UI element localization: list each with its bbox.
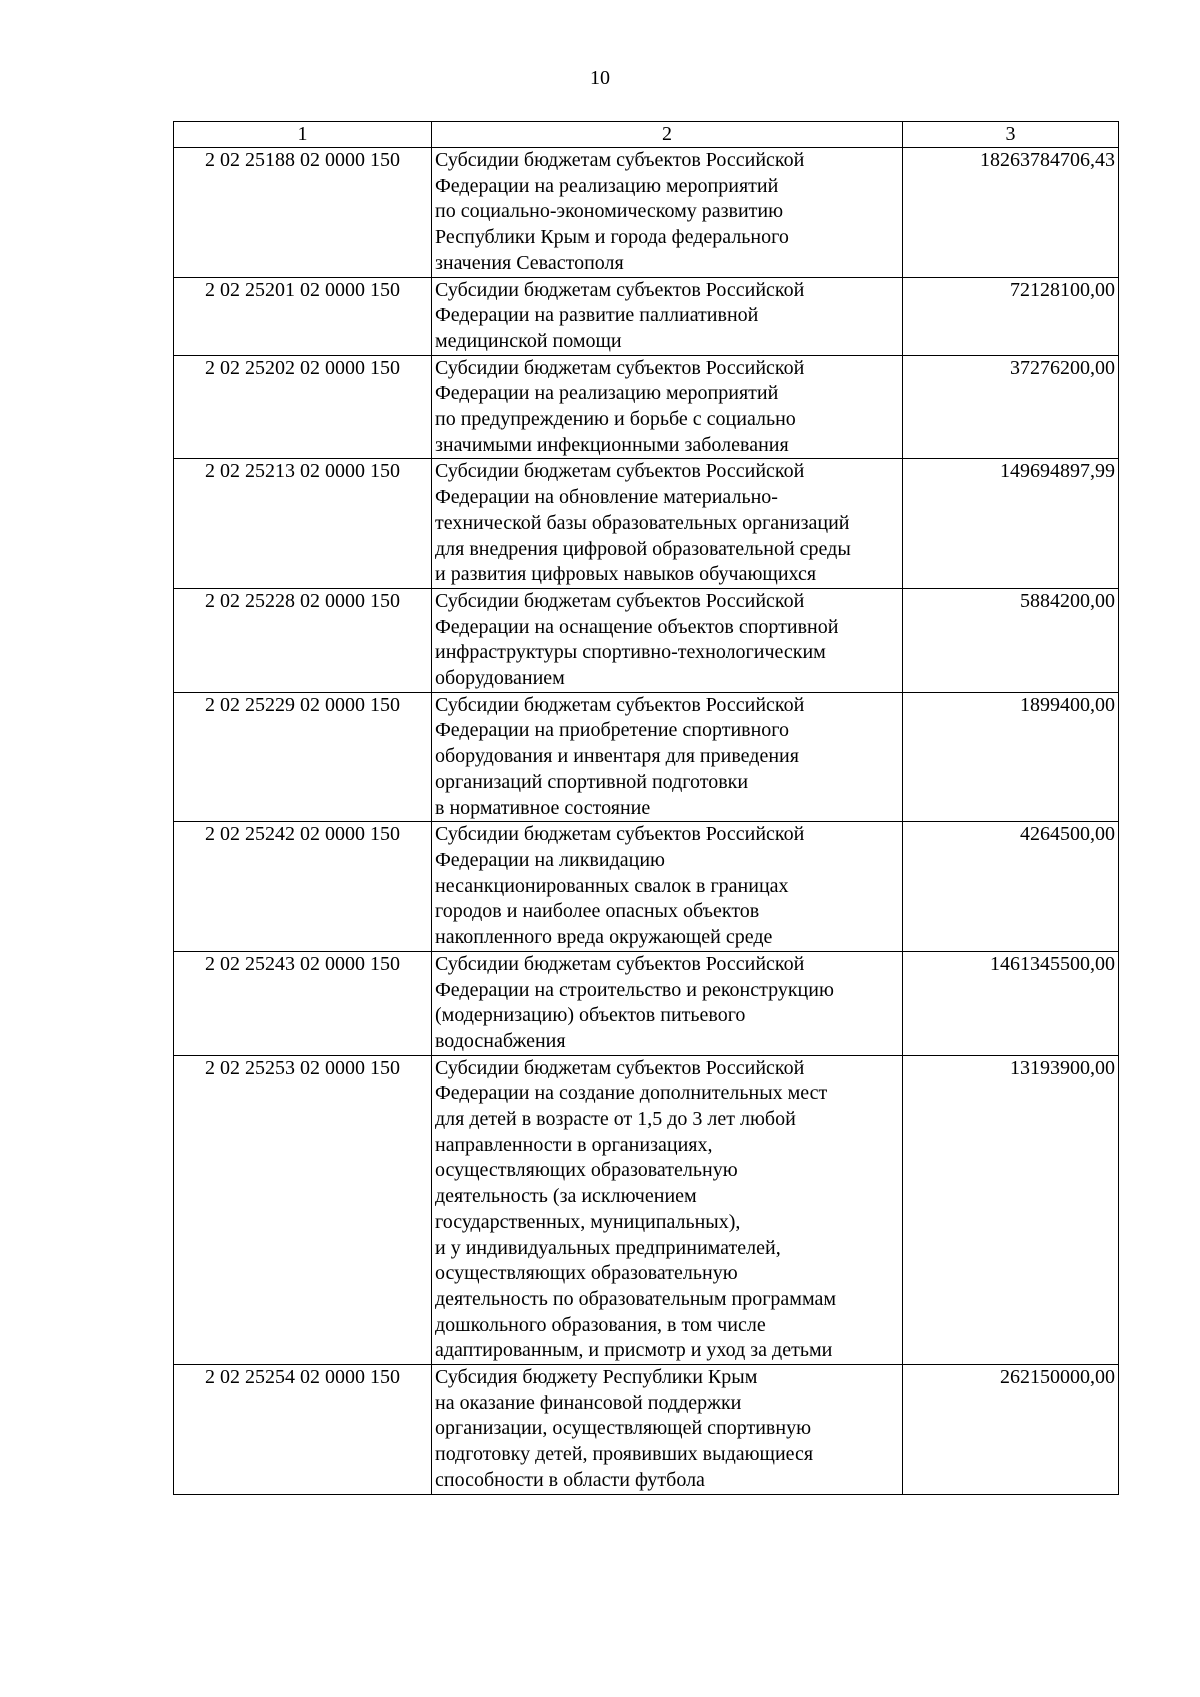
amount-cell: 1461345500,00 <box>903 951 1119 1055</box>
column-header-name: 2 <box>432 122 903 148</box>
amount-cell: 13193900,00 <box>903 1055 1119 1364</box>
income-name-cell: Субсидии бюджетам субъектов Российской Федерации на развитие паллиативной медицинской помощи <box>432 277 903 355</box>
income-name-cell: Субсидии бюджетам субъектов Российской Федерации на создание дополнительных мест для детей в возрасте от 1,5 до 3 лет любой направленности в организациях, осуществляющих образовательную деятельность (за исключением государственных, муниципальных), и у индивидуальных предпринимателей, осуществляющих образовательную деятельность по образовательным программам дошкольного образования, в том числе адаптированным, и присмотр и уход за детьми <box>432 1055 903 1364</box>
table-row <box>174 277 1119 355</box>
page-number: 10 <box>590 67 610 89</box>
budget-code-cell: 2 02 25213 02 0000 150 <box>174 459 432 589</box>
income-name-cell: Субсидии бюджетам субъектов Российской Федерации на реализацию мероприятий по социально-экономическому развитию Республики Крым и города федерального значения Севастополя <box>432 148 903 278</box>
table-row <box>174 1365 1119 1495</box>
budget-code-cell: 2 02 25201 02 0000 150 <box>174 277 432 355</box>
amount-cell: 149694897,99 <box>903 459 1119 589</box>
table-row <box>174 822 1119 952</box>
income-name-cell: Субсидии бюджетам субъектов Российской Федерации на строительство и реконструкцию (модернизацию) объектов питьевого водоснабжения <box>432 951 903 1055</box>
income-name-cell: Субсидии бюджетам субъектов Российской Федерации на приобретение спортивного оборудования и инвентаря для приведения организаций спортивной подготовки в нормативное состояние <box>432 692 903 822</box>
amount-cell: 4264500,00 <box>903 822 1119 952</box>
table-row <box>174 148 1119 278</box>
income-name-cell: Субсидии бюджетам субъектов Российской Федерации на оснащение объектов спортивной инфраструктуры спортивно-технологическим оборудованием <box>432 588 903 692</box>
table-row <box>174 588 1119 692</box>
income-name-cell: Субсидии бюджетам субъектов Российской Федерации на реализацию мероприятий по предупреждению и борьбе с социально значимыми инфекционными заболевания <box>432 355 903 459</box>
budget-code-cell: 2 02 25229 02 0000 150 <box>174 692 432 822</box>
amount-cell: 5884200,00 <box>903 588 1119 692</box>
amount-cell: 37276200,00 <box>903 355 1119 459</box>
budget-code-cell: 2 02 25188 02 0000 150 <box>174 148 432 278</box>
budget-code-cell: 2 02 25228 02 0000 150 <box>174 588 432 692</box>
table-row <box>174 692 1119 822</box>
budget-code-cell: 2 02 25242 02 0000 150 <box>174 822 432 952</box>
table-row <box>174 355 1119 459</box>
income-name-cell: Субсидии бюджетам субъектов Российской Федерации на ликвидацию несанкционированных свалок в границах городов и наиболее опасных объектов накопленного вреда окружающей среде <box>432 822 903 952</box>
table-row <box>174 459 1119 589</box>
budget-code-cell: 2 02 25243 02 0000 150 <box>174 951 432 1055</box>
budget-code-cell: 2 02 25253 02 0000 150 <box>174 1055 432 1364</box>
amount-cell: 1899400,00 <box>903 692 1119 822</box>
income-name-cell: Субсидия бюджету Республики Крым на оказание финансовой поддержки организации, осуществляющей спортивную подготовку детей, проявивших выдающиеся способности в области футбола <box>432 1365 903 1495</box>
amount-cell: 262150000,00 <box>903 1365 1119 1495</box>
income-name-cell: Субсидии бюджетам субъектов Российской Федерации на обновление материально- технической базы образовательных организаций для внедрения цифровой образовательной среды и развития цифровых навыков обучающихся <box>432 459 903 589</box>
amount-cell: 18263784706,43 <box>903 148 1119 278</box>
table-row <box>174 1055 1119 1364</box>
table-row <box>174 951 1119 1055</box>
revenue-table <box>173 121 1119 1495</box>
table-header-row <box>174 122 1119 148</box>
amount-cell: 72128100,00 <box>903 277 1119 355</box>
budget-code-cell: 2 02 25254 02 0000 150 <box>174 1365 432 1495</box>
budget-code-cell: 2 02 25202 02 0000 150 <box>174 355 432 459</box>
column-header-code: 1 <box>174 122 432 148</box>
column-header-amount: 3 <box>903 122 1119 148</box>
